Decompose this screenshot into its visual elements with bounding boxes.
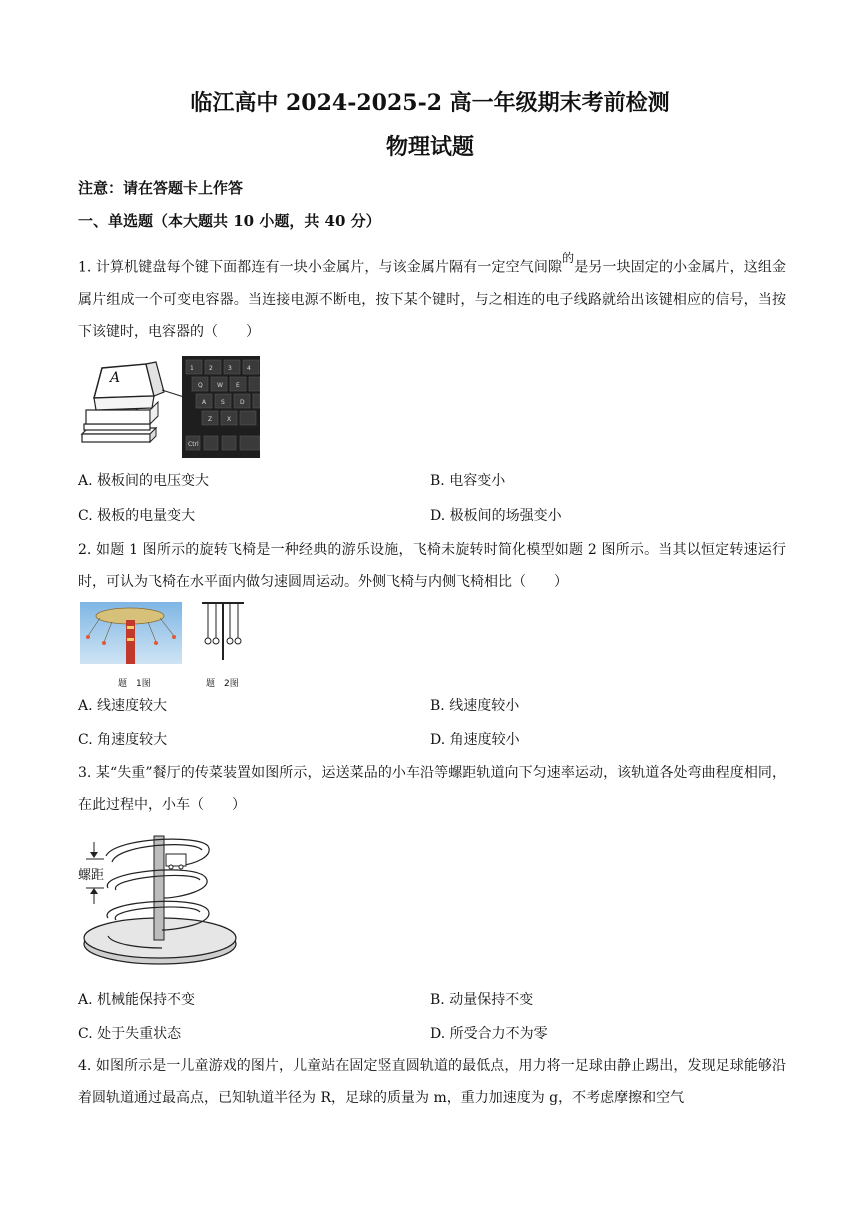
swing-ride-photo [80, 602, 182, 664]
svg-text:4: 4 [247, 365, 251, 372]
pitch-label: 螺距 [78, 868, 105, 883]
q2-option-d: D. 角速度较小 [430, 732, 520, 748]
spiral-track-figure [78, 832, 238, 978]
q3-option-a: A. 机械能保持不变 [78, 992, 196, 1008]
question-1-text-b: 是另一块固定的小金属片，这组金属片组成一个可变电容器。当连接电源不断电，按下某个键时，与之相连的电子线路就给出该键相应的信号，当按下该键时，电容器的（ ） [78, 259, 786, 340]
svg-text:A: A [202, 399, 207, 406]
q3-option-c: C. 处于失重状态 [78, 1026, 182, 1042]
question-1-text-a: 1. 计算机键盘每个键下面都连有一块小金属片，与该金属片隔有一定空气间隙 [78, 259, 563, 276]
svg-text:1: 1 [190, 365, 194, 372]
q2-option-a: A. 线速度较大 [78, 698, 168, 714]
svg-text:2: 2 [209, 365, 213, 372]
key-label: A [110, 370, 121, 386]
q1-option-d: D. 极板间的场强变小 [430, 508, 562, 524]
question-1-text [78, 246, 786, 348]
exam-title: 临江高中 2024-2025-2 高一年级期末考前检测 [190, 90, 670, 116]
figure-2-caption: 题 2图 [206, 679, 239, 689]
q1-option-c: C. 极板的电量变大 [78, 508, 196, 524]
question-2-text: 2. 如题 1 图所示的旋转飞椅是一种经典的游乐设施，飞椅未旋转时简化模型如题 2 图所示。当其以恒定转速运行时，可认为飞椅在水平面内做匀速圆周运动。外侧飞椅与内侧飞椅相比（ ） [78, 542, 786, 590]
simplified-model-figure [200, 600, 246, 662]
svg-text:E: E [236, 382, 240, 389]
svg-text:S: S [221, 399, 225, 406]
figure-1-caption: 题 1图 [118, 679, 151, 689]
q2-option-c: C. 角速度较大 [78, 732, 168, 748]
question-3-text: 3. 某“失重”餐厅的传菜装置如图所示，运送菜品的小车沿等螺距轨道向下匀速率运动，该轨道各处弯曲程度相同，在此过程中，小车（ ） [78, 765, 786, 813]
svg-text:D: D [240, 399, 245, 406]
svg-text:X: X [227, 416, 232, 423]
svg-text:3: 3 [228, 365, 232, 372]
exam-subtitle: 物理试题 [385, 134, 474, 160]
q1-option-a: A. 极板间的电压变大 [78, 473, 210, 489]
svg-text:Q: Q [198, 382, 203, 389]
keyboard-key-illustration [80, 356, 260, 458]
section-heading: 一、单选题（本大题共 10 小题，共 40 分） [78, 212, 381, 230]
q1-option-b: B. 电容变小 [430, 473, 506, 489]
q3-option-d: D. 所受合力不为零 [430, 1026, 548, 1042]
svg-text:Ctrl: Ctrl [188, 441, 199, 448]
notice: 注意：请在答题卡上作答 [78, 179, 244, 197]
svg-text:Z: Z [208, 416, 213, 423]
svg-text:W: W [217, 382, 223, 389]
question-4-text: 4. 如图所示是一儿童游戏的图片，儿童站在固定竖直圆轨道的最低点，用力将一足球由静止踢出，发现足球能够沿着圆轨道通过最高点，已知轨道半径为 R，足球的质量为 m，重力加速度为 g，不考虑摩擦和空气 [78, 1058, 786, 1106]
q2-option-b: B. 线速度较小 [430, 698, 520, 714]
question-1-sup: 的 [562, 251, 575, 265]
question-1-figure [80, 356, 260, 458]
q3-option-b: B. 动量保持不变 [430, 992, 534, 1008]
